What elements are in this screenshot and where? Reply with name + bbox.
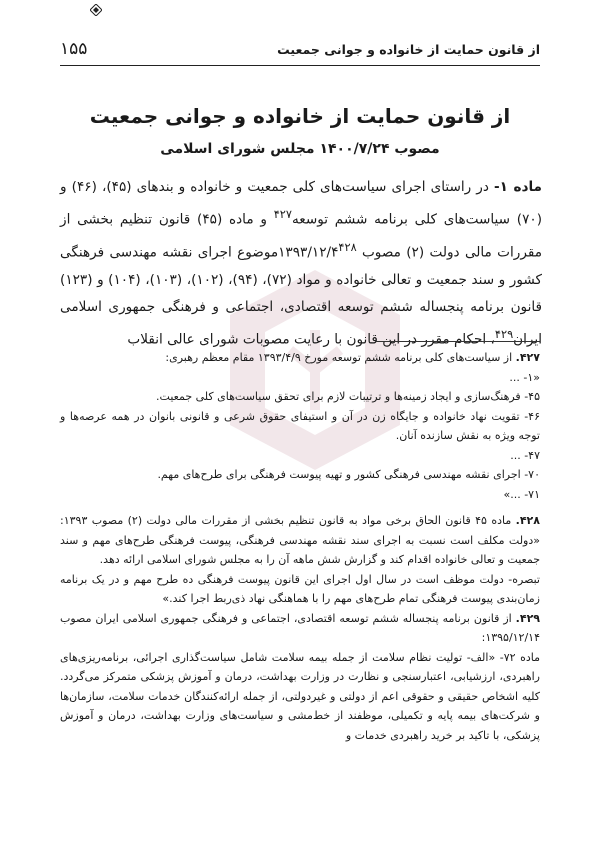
footnote-line: «۱- ... <box>509 370 540 384</box>
article-body-part-4: ، احکام مقرر در این قانون با رعایت مصوبات شورای عالی انقلاب <box>127 331 495 348</box>
footnote-429: ۴۲۹. از قانون برنامه پنجساله ششم توسعه اقتصادی، اجتماعی و فرهنگی جمهوری اسلامی ایران مصوب ۱۳۹۵/۱۲/۱۴: <box>60 611 541 644</box>
footnote-note: تبصره- دولت موظف است در سال اول اجرای این قانون پیوست فرهنگی ده طرح مهم و در یک برنامه زمان‌بندی پیوست فرهنگی تمام طرح‌های مهم را با هماهنگی نهاد ذی‌ربط اجرا کند.» <box>60 572 540 605</box>
article-body-part-2: و ماده (۴۵) قانون تنظیم بخشی از مقررات مالی دولت (۲) مصوب ۱۳۹۳/۱۲/۴ <box>60 211 542 261</box>
page-number: ۱۵۵ <box>60 39 88 59</box>
footnote-line: ۴۵- فرهنگ‌سازی و ایجاد زمینه‌ها و ترتیبات لازم برای تحقق سیاست‌های کلی جمعیت. <box>156 390 540 403</box>
footnote-ref-428: ۴۲۸ <box>338 239 357 254</box>
footnote-ref-427: ۴۲۷ <box>273 207 292 222</box>
footnote-line: ۷۰- اجرای نقشه مهندسی فرهنگی کشور و تهیه پیوست فرهنگی برای طرح‌های مهم. <box>157 468 540 481</box>
article-body-part-1: در راستای اجرای سیاست‌های کلی جمعیت و خانواده و بندهای (۴۵)، (۴۶) و (۷۰) سیاست‌های کلی برنامه ششم توسعه <box>60 179 543 228</box>
article-body-part-3: موضوع اجرای نقشه مهندسی فرهنگی کشور و سند جمعیت و تعالی خانواده و مواد (۷۲)، (۹۴)، (۱۰۲)، (۱۰۳)، (۱۰۴) و (۱۲۳) قانون برنامه پنجساله ششم توسعه اقتصادی، اجتماعی و فرهنگی جمهوری اسلامی ایران <box>60 244 542 348</box>
footnotes-section <box>60 348 540 745</box>
header-divider <box>60 65 540 66</box>
footnote-line: ۴۷- ... <box>510 448 540 462</box>
footnote-line: ۷۱- ...» <box>503 487 540 501</box>
footnote-427: ۴۲۷. از سیاست‌های کلی برنامه ششم توسعه مورخ ۱۳۹۳/۴/۹ مقام معظم رهبری: <box>165 351 540 364</box>
article-label: ماده ۱- <box>494 179 542 195</box>
article-1-text <box>60 174 542 354</box>
footnote-line: ۴۶- تقویت نهاد خانواده و جایگاه زن در آن و استیفای حقوق شرعی و قانونی بانوان در همه عرصه‌ها و توجه ویژه به نقش سازنده آنان. <box>60 409 540 442</box>
running-header <box>60 36 540 62</box>
diamond-ornament-icon <box>90 4 102 16</box>
footnote-428: ۴۲۸. ماده ۴۵ قانون الحاق برخی مواد به قانون تنظیم بخشی از مقررات مالی دولت (۲) مصوب ۱۳۹۳: «دولت مکلف است نسبت به اجرای سند نقشه مهندسی فرهنگی، پیوست فرهنگی طرح‌های مهم و سند جمعیت و تعالی خانواده اقدام کند و گزارش شش ماهه آن را به مجلس شورای اسلامی ارائه دهد. <box>60 514 540 566</box>
footnote-divider <box>375 341 540 342</box>
law-title: از قانون حمایت از خانواده و جوانی جمعیت <box>89 104 511 128</box>
footnote-ref-429: ۴۲۹ <box>494 327 514 342</box>
running-header-title: از قانون حمایت از خانواده و جوانی جمعیت <box>277 41 540 57</box>
footnote-continuation: ماده ۷۲- «الف- تولیت نظام سلامت از جمله بیمه سلامت شامل سیاست‌گذاری اجرائی، برنامه‌ریزی‌های راهبردی، ارزشیابی، اعتبارسنجی و نظارت در وزارت بهداشت، درمان و آموزش پزشکی متمرکز می‌گردد. کلیه اشخاص حقیقی و حقوقی اعم از دولتی و غیردولتی، از جمله ارائه‌کنندگان خدمات سلامت، سازمان‌ها و شرکت‌های بیمه پایه و تکمیلی، موظفند از خط‌مشی و سیاست‌های وزارت بهداشت، درمان و آموزش پزشکی، با تاکید بر خرید راهبردی خدمات و <box>60 650 540 742</box>
law-approval-subtitle: مصوب ۱۴۰۰/۷/۲۴ مجلس شورای اسلامی <box>160 141 440 157</box>
